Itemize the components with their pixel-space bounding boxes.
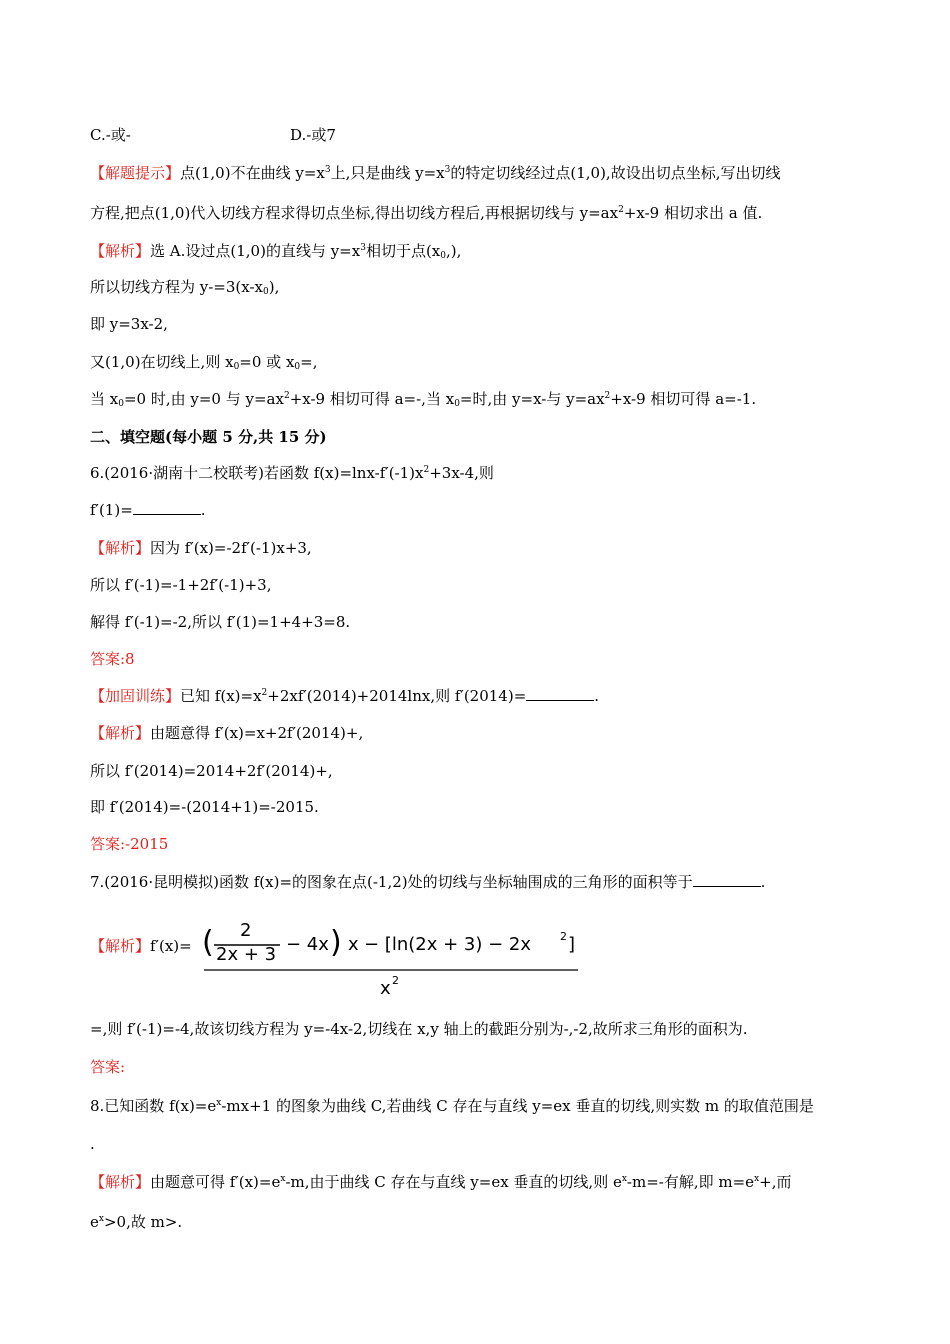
solution-tag: 【解析】 (90, 1173, 151, 1191)
answer-7: 答案: (90, 1058, 126, 1076)
solution-6-line-3: 解得 f′(-1)=-2,所以 f′(1)=1+4+3=8. (90, 613, 351, 631)
hint-line-1: 【解题提示】点(1,0)不在曲线 $y=x^3$上,只是曲线 $y=x^3$的特定切线经过点(1,0),故设出切点坐标,写出切线 (90, 164, 781, 182)
open-paren: ( (202, 925, 214, 960)
option-d: D.-或7 (290, 126, 336, 144)
solution-8-line-1: 【解析】由题意可得 $f'(x)=e^x-m$,由于曲线 C 存在与直线 y=ex 垂直的切线,则 $e^x-m=-$有解,即 $m=e^x+$,而 (90, 1173, 792, 1191)
question-6-line-1: 6.(2016·湖南十二校联考)若函数 $f(x)=\ln x-f'(-1)x^2+3x-4$,则 (90, 464, 494, 482)
x-term: x (348, 934, 359, 955)
solution-r-line-3: 即 f′(2014)=-(2014+1)=-2015. (90, 798, 319, 816)
answer-blank[interactable] (526, 686, 594, 701)
derivative-formula (200, 922, 580, 1002)
reinforce-line-1: 【加固训练】已知 $f(x)=x^2+2xf'(2014)+2014\ln x$,则 f′(2014)= . (90, 687, 600, 705)
answer-6: 答案:8 (90, 650, 135, 668)
question-8-line-1: 8.已知函数 $f(x)=e^x-mx+1$ 的图象为曲线 C,若曲线 C 存在与直线 y=ex 垂直的切线,则实数 m 的取值范围是 (90, 1097, 814, 1115)
hint-line-2: 方程,把点(1,0)代入切线方程求得切点坐标,得出切线方程后,再根据切线与 $y=ax^2+x-9$ 相切求出 a 值. (90, 204, 763, 222)
answer-blank[interactable] (133, 500, 201, 515)
denominator-x: x (380, 978, 391, 999)
option-c: C.-或- (90, 126, 131, 144)
bracket-term: − [ln(2x + 3) − 2x (364, 934, 531, 955)
minus-4x: − 4x (286, 934, 329, 955)
close-paren: ) (330, 925, 342, 960)
solution-6-line-2: 所以 f′(-1)=-1+2f′(-1)+3, (90, 576, 272, 594)
question-6-line-2: f′(1)= . (90, 501, 206, 519)
solution-tag: 【解析】 (90, 242, 151, 260)
answer-blank[interactable] (693, 872, 761, 887)
solution-tag: 【解析】 (90, 937, 151, 955)
bracket-square: 2 (560, 930, 567, 943)
question-8-line-2: . (90, 1135, 95, 1153)
solution-7-line-1: 【解析】f′(x)= (90, 937, 192, 955)
reinforce-tag: 【加固训练】 (90, 687, 181, 705)
solution-1-line-5: 当 $x_0=0$ 时,由 y=0 与 $y=ax^2+x-9$ 相切可得 a=-,当 $x_0=$时,由 y=x-与 $y=ax^2+x-9$ 相切可得 a=-1. (90, 390, 757, 409)
solution-8-line-2: $e^x>0$,故 m>. (90, 1213, 183, 1231)
frac-denominator: 2x + 3 (216, 944, 277, 965)
solution-tag: 【解析】 (90, 724, 151, 742)
question-7-line-1: 7.(2016·昆明模拟)函数 f(x)=的图象在点(-1,2)处的切线与坐标轴围成的三角形的面积等于 . (90, 873, 766, 891)
solution-1-line-4: 又(1,0)在切线上,则 $x_0=0$ 或 $x_0=$, (90, 353, 318, 372)
solution-7-line-2: =,则 f′(-1)=-4,故该切线方程为 y=-4x-2,切线在 x,y 轴上的截距分别为-,-2,故所求三角形的面积为. (90, 1020, 748, 1038)
solution-r-line-1: 【解析】由题意得 f′(x)=x+2f′(2014)+, (90, 724, 364, 742)
denominator-square: 2 (392, 974, 399, 987)
solution-1-line-2: 所以切线方程为 $y-=3(x-x_0)$, (90, 278, 280, 297)
solution-1-line-1: 【解析】选 A.设过点(1,0)的直线与 $y=x^3$相切于点$(x_0,)$, (90, 242, 462, 261)
section-heading: 二、填空题(每小题 5 分,共 15 分) (90, 428, 327, 446)
solution-1-line-3: 即 y=3x-2, (90, 315, 168, 333)
solution-tag: 【解析】 (90, 539, 151, 557)
answer-r: 答案:-2015 (90, 835, 169, 853)
solution-6-line-1: 【解析】因为 f′(x)=-2f′(-1)x+3, (90, 539, 312, 557)
frac-numerator: 2 (240, 922, 252, 941)
hint-tag: 【解题提示】 (90, 164, 181, 182)
close-bracket: ] (568, 934, 576, 955)
solution-r-line-2: 所以 f′(2014)=2014+2f′(2014)+, (90, 762, 333, 780)
